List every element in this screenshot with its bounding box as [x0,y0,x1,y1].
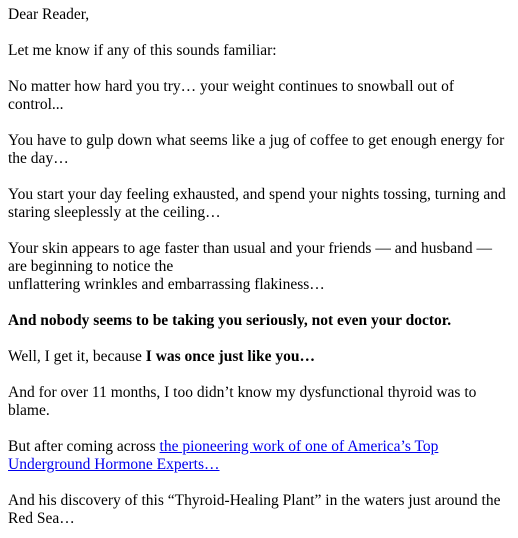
weight-paragraph: No matter how hard you try… your weight continues to snowball out of control... [8,78,454,113]
discovery-paragraph: And his discovery of this “Thyroid-Healing Plant” in the waters just around the Red Sea… [8,492,501,527]
coffee-paragraph: You have to gulp down what seems like a jug of coffee to get enough energy for the day… [8,132,505,167]
get-it-bold-text: I was once just like you… [145,348,316,365]
get-it-prefix: Well, I get it, because [8,348,146,365]
intro-paragraph: Let me know if any of this sounds familiar: [8,42,277,59]
months-paragraph: And for over 11 months, I too didn’t know my dysfunctional thyroid was to blame. [8,384,477,419]
nobody-bold-text: And nobody seems to be taking you seriously, not even your doctor. [8,312,452,329]
skin-paragraph-line2: unflattering wrinkles and embarrassing flakiness… [8,276,325,293]
get-it-paragraph [8,348,510,366]
nobody-paragraph [8,312,510,330]
coming-across-prefix: But after coming across [8,438,160,455]
greeting: Dear Reader, [8,6,90,23]
coming-across-paragraph [8,438,510,474]
skin-paragraph-line1: Your skin appears to age faster than usual and your friends — and husband — are beginning to notice the [8,240,492,275]
skin-paragraph [8,240,510,294]
sleep-paragraph: You start your day feeling exhausted, and spend your nights tossing, turning and staring sleeplessly at the ceiling… [8,186,506,221]
hormone-experts-link[interactable]: the pioneering work of one of America’s Top Underground Hormone Experts… [8,438,439,473]
